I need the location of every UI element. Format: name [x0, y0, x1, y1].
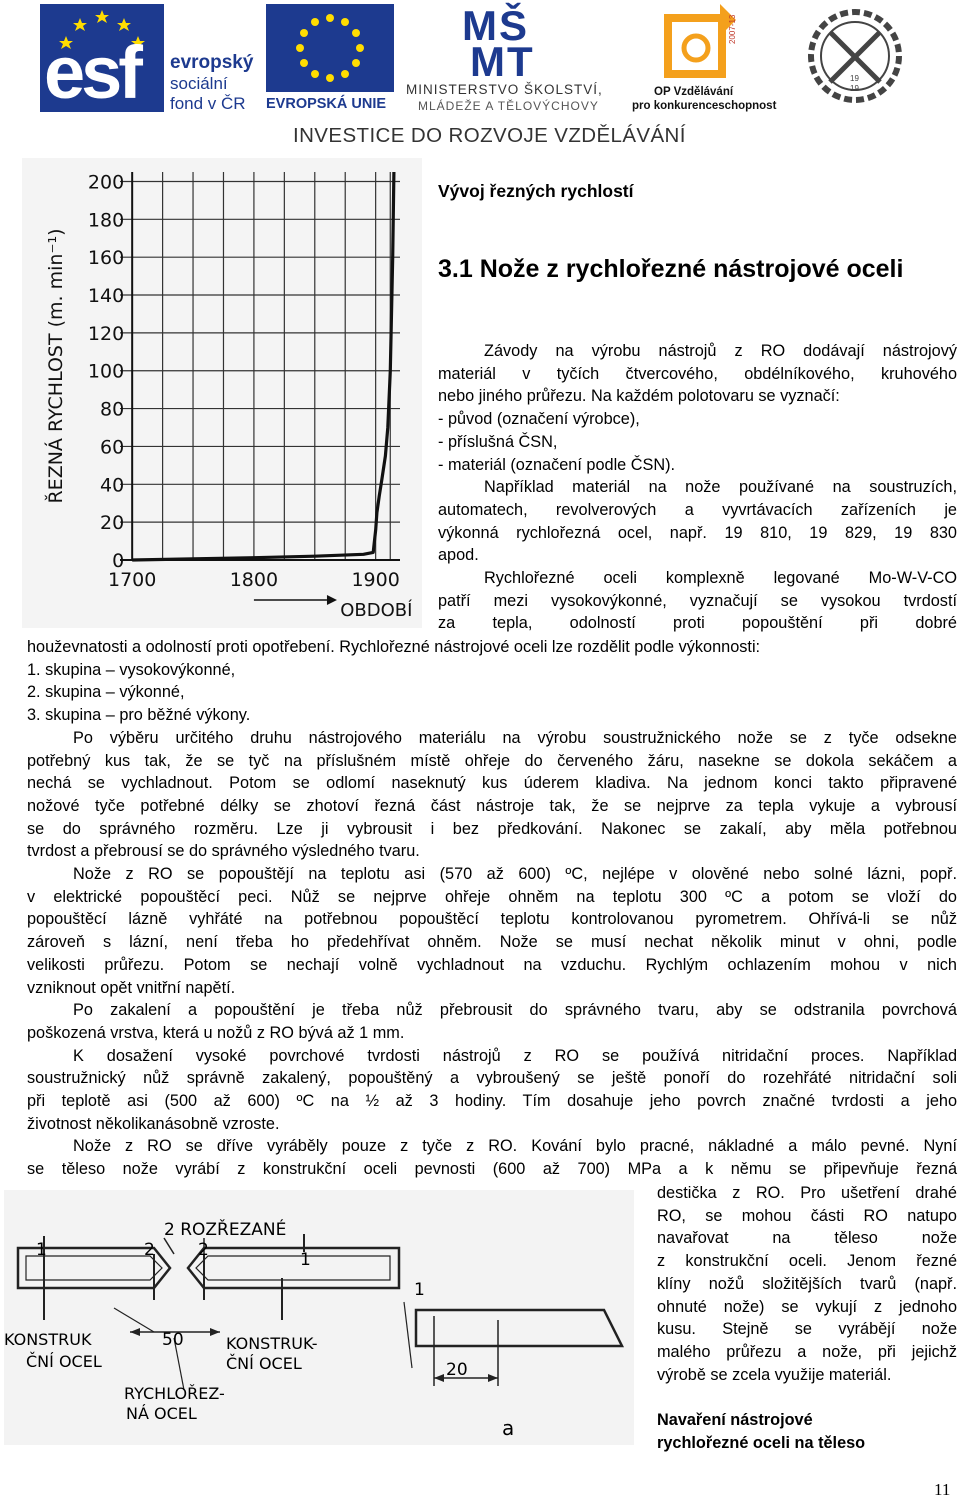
diagram-num-2-left: 2	[144, 1240, 155, 1260]
op-arrow-icon	[628, 4, 776, 90]
esf-line2: sociální	[170, 74, 228, 93]
diagram-konstruk-left-1: KONSTRUK	[4, 1330, 92, 1349]
chart-y-tick-label: 120	[87, 322, 125, 345]
msmt-mark-top: MŠ	[462, 2, 529, 49]
page-number: 11	[934, 1480, 951, 1499]
op-line1: OP Vzdělávání	[654, 86, 734, 98]
diagram-num-2-right: 2	[198, 1240, 209, 1260]
eu-star-icon	[296, 44, 304, 52]
text-line: - materiál (označení podle ČSN).	[438, 455, 676, 474]
text-line: klíny nožů složitějších tvarů (např.	[657, 1274, 957, 1293]
text-line: z konstrukční oceli. Jenom řezné	[657, 1252, 957, 1271]
diagram-drawing	[4, 1190, 634, 1445]
chart-y-tick-label: 180	[87, 209, 125, 232]
chart-y-tick-label: 200	[87, 171, 125, 194]
text-line: Například materiál na nože používané na soustruzích,	[484, 478, 957, 497]
chart-y-tick-label: 140	[87, 285, 125, 308]
text-line: zároveň s lázní, není třeba ho předehřívat ohněm. Nože se musí nechat několik minut v ohni, podle	[27, 933, 957, 952]
text-line: soustružnický nůž správně zakalený, popouštěný a vybroušený se ještě ponoří do rozehřáté nitridační soli	[27, 1069, 957, 1088]
chart-y-label: ŘEZNÁ RYCHLOST (m. min⁻¹)	[45, 228, 67, 504]
eu-star-icon	[356, 44, 364, 52]
text-line: RO, se mohou části RO natupo	[657, 1206, 957, 1225]
chart-x-tick-label: 1900	[351, 569, 400, 591]
text-line: Rychlořezné oceli komplexně legované Mo-W-V-CO	[484, 569, 957, 588]
msmt-line2: MLÁDEŽE A TĚLOVÝCHOVY	[418, 99, 599, 113]
eu-star-icon	[311, 18, 319, 26]
diagram-num-1-mid: 1	[300, 1250, 311, 1270]
text-line: Po výběru určitého druhu nástrojového materiálu na výrobu soustružnického nože se z tyče odsekne	[73, 728, 957, 747]
emblem-year-bottom: 19	[850, 84, 859, 93]
text-line: patří mezi vysokovýkonné, vyznačují se vysokou tvrdostí	[438, 591, 957, 610]
text-line: 1. skupina – vysokovýkonné,	[27, 660, 236, 679]
text-line: poškozená vrstva, která u nožů z RO bývá až 1 mm.	[27, 1023, 405, 1042]
text-line: Závody na výrobu nástrojů z RO dodávají nástrojový	[484, 342, 957, 360]
msmt-line1: MINISTERSTVO ŠKOLSTVÍ,	[406, 82, 603, 97]
side-text-block	[657, 1182, 957, 1386]
op-side: 2007-13	[728, 14, 737, 44]
text-line: vzniknout opět vnitřní napětí.	[27, 978, 236, 997]
op-logo	[628, 4, 776, 116]
text-line: automatech, revolverových a vyvrtávacích zařízeních je	[438, 500, 957, 519]
text-line: v elektrické popouštěcí peci. Nůž se nejprve ohřeje ohněm na teplotu 300 ºC a potom se vloží do	[27, 887, 957, 906]
eu-star-icon	[341, 70, 349, 78]
chart-y-tick-label: 80	[99, 398, 125, 421]
heading-section: 3.1 Nože z rychlořezné nástrojové oceli	[438, 255, 904, 283]
eu-star-icon	[352, 59, 360, 67]
text-line: - původ (označení výrobce),	[438, 410, 640, 429]
esf-mark: esf	[44, 31, 139, 114]
eu-star-icon	[300, 59, 308, 67]
text-line: tvrdost a přebrousí se do správného výsledného tvaru.	[27, 842, 420, 861]
chart-y-tick-label: 20	[99, 512, 125, 535]
cutting-speed-chart	[22, 158, 422, 628]
chart-x-label: OBDOBÍ	[340, 600, 413, 621]
esf-line3: fond v ČR	[170, 94, 246, 113]
chart-y-tick-label: 0	[112, 550, 125, 572]
text-line: materiál v tyčích čtvercového, obdélníkového, kruhového	[438, 364, 957, 383]
text-line: Po zakalení a popouštění je třeba nůž přebrousit do správného tvaru, aby se odstranila povrchová	[73, 1001, 957, 1020]
op-line2: pro konkurenceschopnost	[632, 100, 777, 112]
text-line: apod.	[438, 546, 479, 565]
text-line: při teplotě asi (500 až 600) ºC na ½ až 3 hodiny. Tím dosahuje jeho povrch značné tvrdosti a jeho	[27, 1092, 957, 1111]
heading-vyvoj: Vývoj řezných rychlostí	[438, 181, 634, 201]
eu-star-icon	[341, 18, 349, 26]
figure-caption-line1: Navaření nástrojové	[657, 1411, 813, 1429]
text-line: 2. skupina – výkonné,	[27, 683, 185, 702]
diagram-num-1-left: 1	[36, 1240, 47, 1260]
eu-logo	[262, 4, 398, 116]
narrow-text-block	[438, 340, 957, 635]
chart-x-tick-label: 1700	[107, 569, 157, 591]
banner: INVESTICE DO ROZVOJE VZDĚLÁVÁNÍ	[293, 124, 686, 147]
text-line: velikosti průřezu. Potom se nechají volně vychladnout na vzduchu. Rychlým ochlazením mohou v nich	[27, 955, 957, 974]
eu-star-icon	[300, 29, 308, 37]
msmt-mark-bottom: MT	[470, 38, 535, 85]
text-line: popouštěcí lázně vyhřáté na potřebnou popouštěcí teplotu kontrolovanou pyrometrem. Ohřívá-li se nůž	[27, 910, 957, 929]
text-line: Nože z RO se dříve vyráběly pouze z tyče z RO. Kování bylo pracné, nákladné a málo pevné. Nyní	[73, 1137, 957, 1156]
eu-label: EVROPSKÁ UNIE	[266, 96, 387, 112]
text-line: malého průřezu a nože, při jejichž	[657, 1342, 957, 1361]
text-line: potřebný kus tak, že se tyč na příslušném místě ohřeje do červeného žáru, nasekne se dokola sekáčem a	[27, 751, 957, 770]
diagram-rychlorez-1: RYCHLOŘEZ-	[124, 1384, 225, 1403]
diagram-dim-20: 20	[446, 1360, 468, 1380]
eu-star-icon	[326, 74, 334, 82]
welding-diagram	[4, 1190, 634, 1445]
diagram-konstruk-left-2: ČNÍ OCEL	[26, 1352, 102, 1371]
text-line: ohnuté nože) se vykují z jednoho	[657, 1297, 957, 1316]
diagram-konstruk-right-2: ČNÍ OCEL	[226, 1354, 302, 1373]
chart-y-tick-label: 40	[99, 474, 125, 497]
text-line: nožové tyče potřebné délky se zhotoví řezná část nástroje tak, že se nejprve za tepla vykuje a vybrousí	[27, 796, 957, 815]
text-line: K dosažení vysoké povrchové tvrdosti nástrojů z RO se používá nitridační proces. Například	[73, 1046, 957, 1065]
text-line: výrobě se zcela využije materiál.	[657, 1365, 892, 1384]
text-line: Nože z RO se popouštějí na teplotu asi (570 až 600) ºC, nejlépe v olověné nebo solné lázni, popř.	[73, 865, 957, 884]
text-line: - příslušná ČSN,	[438, 432, 558, 451]
text-line: 3. skupina – pro běžné výkony.	[27, 706, 251, 725]
text-line: výkonná rychlořezná ocel, např. 19 810, 19 829, 19 830	[438, 523, 957, 542]
emblem-year-top: 19	[850, 74, 859, 83]
chart-x-tick-label: 1800	[229, 569, 279, 591]
chart-y-tick-label: 160	[87, 247, 125, 270]
text-line: nechá se vychladnout. Potom se odlomí naseknutý kus úderem kladiva. Na jednom konci takto připravené	[27, 774, 957, 793]
chart-y-tick-label: 60	[99, 436, 125, 459]
full-text-block	[27, 636, 957, 1181]
text-line: destička z RO. Pro ušetření drahé	[657, 1184, 957, 1202]
diagram-fig-label: a	[502, 1416, 515, 1440]
diagram-rychlorez-2: NÁ OCEL	[126, 1404, 197, 1423]
text-line: houževnatosti a odolností proti opotřebení. Rychlořezné nástrojové oceli lze rozdělit podle výkonnosti:	[27, 638, 761, 656]
diagram-konstruk-right-1: KONSTRUK-	[226, 1334, 318, 1353]
school-emblem	[800, 4, 910, 108]
esf-line1: evropský	[170, 52, 254, 73]
diagram-num-1-right: 1	[414, 1280, 425, 1300]
eu-star-icon	[311, 70, 319, 78]
figure-caption-line2: rychlořezné oceli na těleso	[657, 1434, 866, 1452]
text-line: nebo jiného průřezu. Na každém polotovaru se vyznačí:	[438, 387, 840, 406]
text-line: se těleso nože vyrábí z konstrukční oceli pevnosti (600 až 700) MPa a k němu se připevňuje řezná	[27, 1160, 957, 1179]
esf-logo	[40, 4, 262, 116]
chart-y-tick-label: 100	[87, 360, 125, 383]
eu-star-icon	[352, 29, 360, 37]
text-line: kusu. Stejně se vyrábějí nože	[657, 1320, 957, 1339]
diagram-label-rozrezane: 2 ROZŘEZANÉ	[164, 1220, 287, 1240]
msmt-logo	[404, 4, 626, 116]
diagram-dim-50: 50	[162, 1330, 184, 1350]
text-line: životnost několikanásobně vzroste.	[27, 1114, 280, 1133]
eu-star-icon	[326, 14, 334, 22]
eu-flag-icon	[266, 4, 402, 94]
text-line: navařovat na těleso nože	[657, 1229, 957, 1248]
text-line: za tepla, odolností proti popouštění při dobré	[438, 614, 957, 633]
text-line: se do správného rozměru. Lze ji vybrousit i bez předkování. Nakonec se zakalí, aby měla potřebnou	[27, 819, 957, 838]
